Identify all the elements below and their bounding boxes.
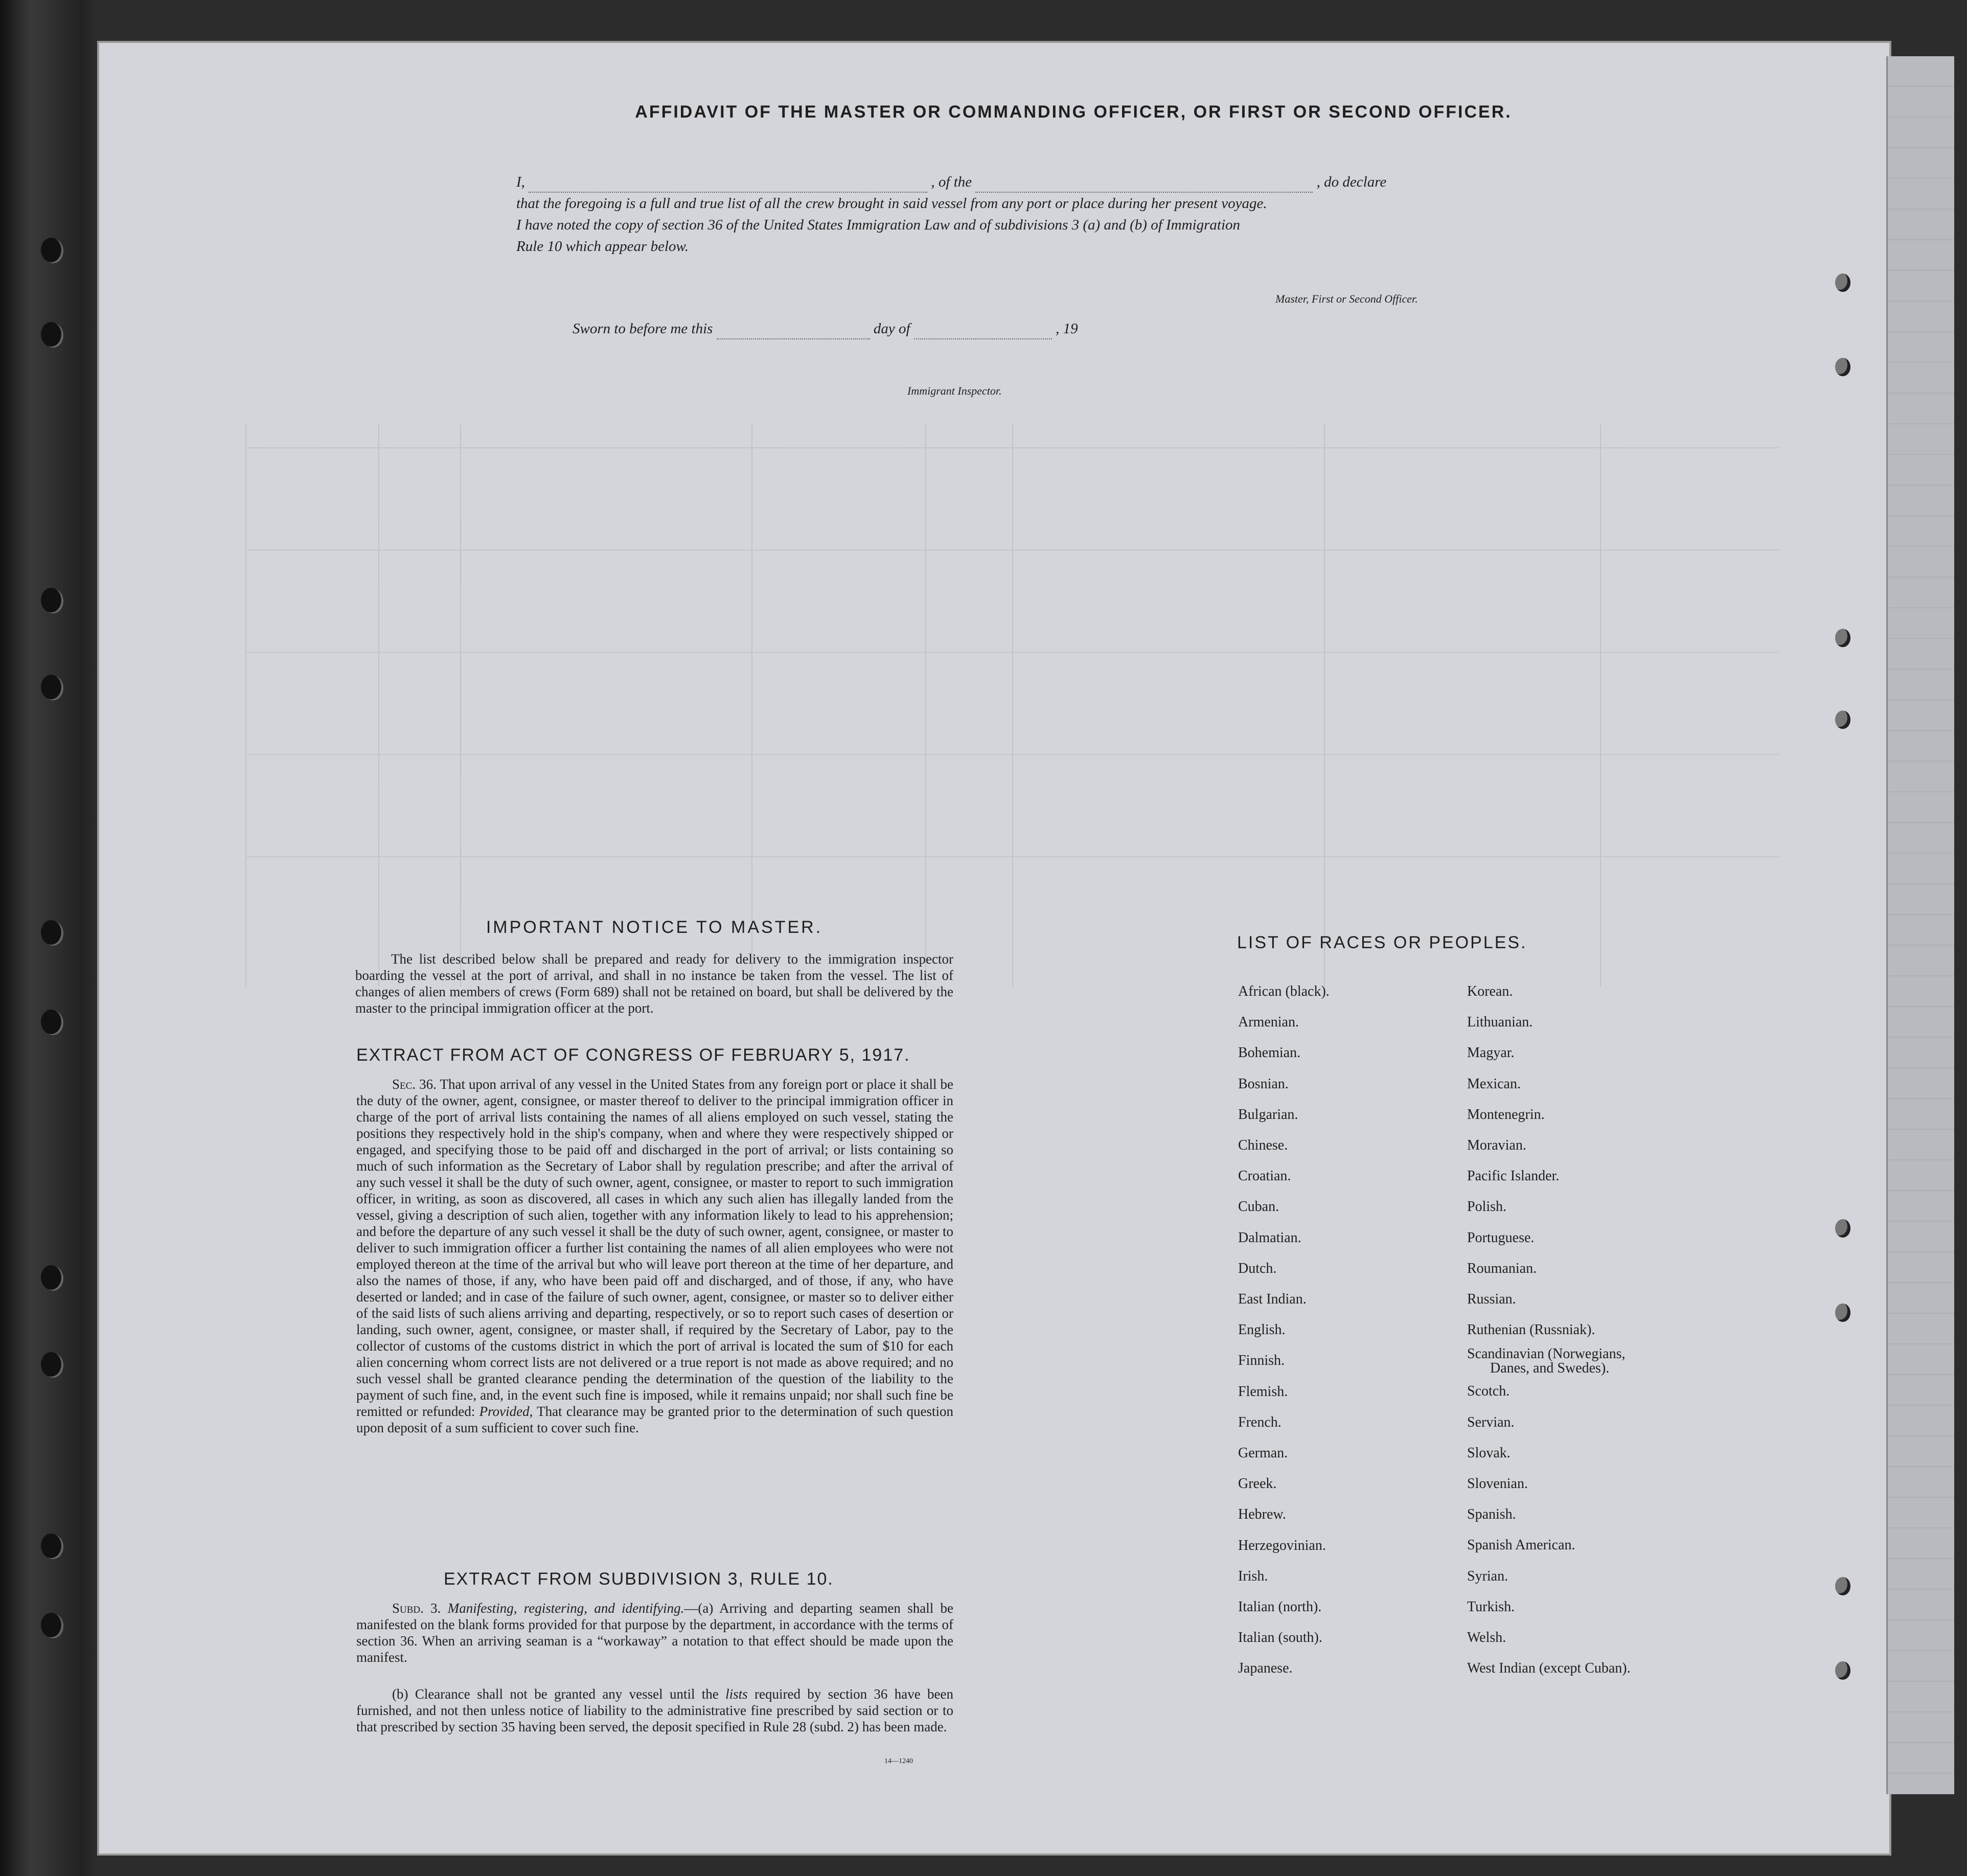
race-item: Russian. [1467, 1291, 1516, 1308]
race-item: Syrian. [1467, 1568, 1508, 1584]
act-text: That upon arrival of any vessel in the United States from any foreign port or place it shall be the duty of the owner, agent, consignee, or master thereof to deliver to the principal immigration officer in charge of the port of arrival lists containing the names of all aliens employed on such vessel, stating the positions they respectively hold in the ship's company, when and where they were respectively shipped or engaged, and specifying those to be paid off and discharged in the port of arrival; or lists containing so much of such information as the Secretary of Labor shall by regulation prescribe; and after the arrival of any such vessel it shall be the duty of such owner, agent, consignee, or master to report to such immigration officer, in writing, as soon as discovered, all cases in which any such alien has illegally landed from the vessel, giving a description of such alien, together with any information likely to lead to his apprehension; and before the departure of any such vessel it shall be the duty of such owner, agent, consignee, or master to deliver to such immigration officer a further list containing the names of all alien employees who were not employed thereon at the time of the arrival but who will leave port thereon at the time of her departure, and also the names of those, if any, who have been paid off and discharged, and of those, if any, who have deserted or landed; and in case of the failure of such owner, agent, consignee, or master so to deliver either of the said lists of such aliens arriving and departing, respectively, or so to report such cases of desertion or landing, such owner, agent, consignee, or master shall, if required by the Secretary of Labor, pay to the collector of customs of the customs district in which the port of arrival is located the sum of $10 for each alien concerning whom correct lists are not delivered or a true report is not made as above required; and no such vessel shall be granted clearance pending the determination of the question of the liability to the payment of such fine, and, in the event such fine is imposed, while it remains unpaid; nor shall such fine be remitted or refunded: [356, 1077, 954, 1419]
declaration-line [516, 171, 1508, 193]
race-item: African (black). [1238, 983, 1330, 999]
master-name-field[interactable] [529, 178, 927, 193]
subd-b-lists: lists [725, 1686, 748, 1702]
sworn-day-field[interactable] [717, 325, 870, 339]
race-item: Dalmatian. [1238, 1229, 1301, 1246]
notice-body: The list described below shall be prepared and ready for delivery to the immigration inspector boarding the vessel at the port of arrival, and shall in no instance be taken from the vessel. The list of changes of alien members of crews (Form 689) shall not be retained on board, but shall be delivered by the master to the principal immigration officer at the port. [355, 951, 953, 1016]
binder-hole [41, 588, 61, 612]
race-item: Ruthenian (Russniak). [1467, 1322, 1595, 1338]
rule-para-b [356, 1686, 953, 1735]
race-item: Hebrew. [1238, 1506, 1286, 1523]
race-item: French. [1238, 1414, 1282, 1430]
race-item: Spanish American. [1467, 1537, 1575, 1553]
sheet-hole [1835, 358, 1850, 376]
act-extract-heading: EXTRACT FROM ACT OF CONGRESS OF FEBRUARY 5, 1917. [356, 1045, 910, 1065]
act-extract-body [356, 1076, 953, 1436]
race-item: Pacific Islander. [1467, 1168, 1560, 1184]
race-item-multiline [1467, 1345, 1631, 1376]
race-item: Roumanian. [1467, 1260, 1537, 1276]
races-heading: LIST OF RACES OR PEOPLES. [1237, 933, 1527, 952]
race-item: Italian (north). [1238, 1599, 1322, 1615]
race-item: Scotch. [1467, 1383, 1510, 1400]
subd-title: Manifesting, registering, and identifying. [447, 1600, 684, 1616]
race-item: Irish. [1238, 1568, 1268, 1584]
sheet-hole [1835, 629, 1850, 647]
section-label: Sec. 36. [392, 1077, 437, 1092]
race-item: West Indian (except Cuban). [1467, 1660, 1631, 1677]
sheet-hole [1835, 1577, 1850, 1595]
race-item: Turkish. [1467, 1598, 1515, 1615]
race-item: Bohemian. [1238, 1045, 1301, 1061]
declaration-text-line: Rule 10 which appear below. [516, 238, 689, 255]
race-item: Slovak. [1467, 1445, 1511, 1461]
race-item: Mexican. [1467, 1076, 1521, 1092]
race-item: Slovenian. [1467, 1476, 1528, 1492]
sworn-day-of: day of [873, 321, 910, 337]
sworn-text: Sworn to before me this [573, 321, 713, 337]
inspector-signature-label: Immigrant Inspector. [907, 384, 1002, 397]
sworn-year-prefix: , 19 [1056, 321, 1078, 337]
rule-extract-heading: EXTRACT FROM SUBDIVISION 3, RULE 10. [444, 1569, 834, 1589]
race-item: Scandinavian (Norwegians, [1467, 1346, 1626, 1362]
act-text-end: That clearance may be granted prior to the determination of such question upon deposit of a sum sufficient to cover such fine. [356, 1404, 954, 1435]
notice-heading: IMPORTANT NOTICE TO MASTER. [486, 918, 823, 937]
subd-b-end: required by section 36 have been furnished, and not then unless notice of liability to the administrative fine prescribed by said section or to that prescribed by section 35 having been served, the deposit specified in Rule 28 (subd. 2) has been made. [356, 1686, 954, 1734]
race-item: German. [1238, 1445, 1288, 1461]
declaration-do-declare: , do declare [1316, 174, 1387, 190]
races-list-left [1238, 976, 1330, 1684]
race-item: Moravian. [1467, 1137, 1526, 1154]
affidavit-heading: AFFIDAVIT OF THE MASTER OR COMMANDING OFFICER, OR FIRST OR SECOND OFFICER. [635, 102, 1512, 122]
race-item: Portuguese. [1467, 1229, 1535, 1246]
binder-hole [41, 1534, 61, 1558]
races-list-right [1467, 976, 1631, 1684]
race-item: Spanish. [1467, 1506, 1516, 1523]
binder-hole [41, 675, 61, 699]
declaration-text-line: I have noted the copy of section 36 of the United States Immigration Law and of subdivisions 3 (a) and (b) of Immigration [516, 217, 1241, 233]
race-item: Lithuanian. [1467, 1014, 1533, 1031]
binder-hole [41, 920, 61, 945]
race-item: Croatian. [1238, 1168, 1291, 1184]
race-item: Finnish. [1238, 1353, 1285, 1369]
race-item: English. [1238, 1322, 1286, 1338]
binder-hole [41, 1010, 61, 1034]
race-item: Bosnian. [1238, 1076, 1289, 1092]
race-item: Japanese. [1238, 1660, 1293, 1677]
race-item: Herzegovinian. [1238, 1537, 1326, 1553]
race-item-continued: Danes, and Swedes). [1490, 1360, 1610, 1377]
sheet-hole [1835, 1661, 1850, 1680]
declaration-of-the: , of the [931, 174, 972, 190]
subd-label: Subd. 3. [392, 1600, 441, 1616]
sheet-hole [1835, 1219, 1850, 1238]
race-item: Bulgarian. [1238, 1106, 1298, 1123]
provided-word: Provided, [479, 1404, 533, 1419]
race-item: Polish. [1467, 1199, 1507, 1215]
race-item: Magyar. [1467, 1045, 1515, 1061]
binder-hole [41, 1613, 61, 1637]
vessel-name-field[interactable] [975, 178, 1313, 193]
race-item: East Indian. [1238, 1291, 1307, 1308]
race-item: Montenegrin. [1467, 1106, 1545, 1123]
underlying-sheet-edge [1886, 56, 1954, 1794]
sheet-hole [1835, 711, 1850, 729]
race-item: Cuban. [1238, 1199, 1279, 1215]
race-item: Chinese. [1238, 1137, 1288, 1154]
master-signature-label: Master, First or Second Officer. [1275, 292, 1418, 305]
binder-hole [41, 322, 61, 347]
sworn-line [573, 318, 1237, 339]
declaration-text-line: that the foregoing is a full and true list of all the crew brought in said vessel from any port or place during her present voyage. [516, 195, 1267, 212]
race-item: Italian (south). [1238, 1630, 1322, 1646]
race-item: Greek. [1238, 1476, 1277, 1492]
race-item: Dutch. [1238, 1260, 1277, 1276]
binder-hole [41, 1265, 61, 1290]
binder-hole [41, 1352, 61, 1377]
race-item: Flemish. [1238, 1383, 1288, 1400]
declaration-i: I, [516, 174, 525, 190]
subd-b-start: (b) Clearance shall not be granted any vessel until the [392, 1686, 719, 1702]
sworn-month-field[interactable] [914, 325, 1052, 339]
bleed-through-table [245, 424, 1779, 987]
race-item: Welsh. [1467, 1630, 1506, 1646]
sheet-hole [1835, 1303, 1850, 1322]
race-item: Servian. [1467, 1414, 1515, 1430]
subd-a-text: —(a) Arriving and departing seamen shall be manifested on the blank forms provided for that purpose by the department, in accordance with the terms of section 36. When an arriving seaman is a “workaway” a notation to that effect should be made upon the manifest. [356, 1600, 953, 1665]
rule-para-a [356, 1600, 953, 1665]
sheet-hole [1835, 273, 1850, 292]
binder-hole [41, 238, 61, 262]
form-number: 14—1240 [884, 1757, 913, 1765]
race-item: Armenian. [1238, 1014, 1299, 1031]
race-item: Korean. [1467, 983, 1513, 999]
